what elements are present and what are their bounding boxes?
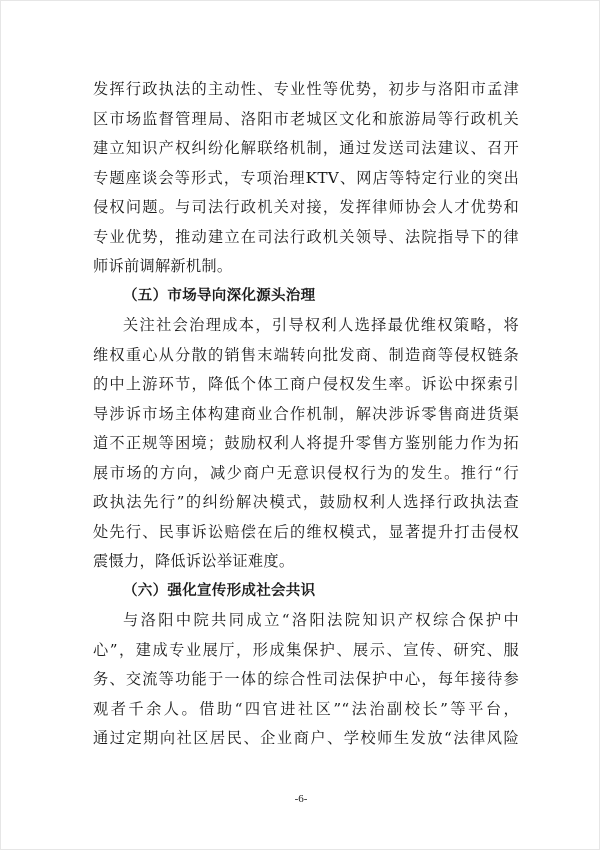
paragraph-first-line: 关注社会治理成本，引导权利人选择最优维权策略，将 xyxy=(123,316,519,334)
paragraph-line: 展市场的方向，减少商户无意识侵权行为的发生。推行“行 xyxy=(93,463,519,482)
paragraph-line: 的中上游环节，降低个体工商户侵权发生率。诉讼中探索引 xyxy=(93,375,519,393)
paragraph-line: 导涉诉市场主体构建商业合作机制，解决涉诉零售商进货渠 xyxy=(93,404,519,423)
page-number: -6- xyxy=(294,793,308,805)
paragraph-line: 务、交流等功能于一体的综合性司法保护中心，每年接待参 xyxy=(93,670,519,688)
paragraph-line: 专业优势，推动建立在司法行政机关领导、法院指导下的律 xyxy=(93,227,519,246)
paragraph-line: 专题座谈会等形式，专项治理KTV、网店等特定行业的突出 xyxy=(93,168,519,187)
paragraph-line: 政执法先行”的纠纷解决模式，鼓励权利人选择行政执法查 xyxy=(93,493,519,511)
paragraph-line: 发挥行政执法的主动性、专业性等优势，初步与洛阳市孟津 xyxy=(93,80,519,98)
paragraph-line: 处先行、民事诉讼赔偿在后的维权模式，显著提升打击侵权 xyxy=(93,522,519,541)
paragraph-line: 侵权问题。与司法行政机关对接，发挥律师协会人才优势和 xyxy=(93,198,519,216)
paragraph-line: 观者千余人。借助“四官进社区”“法治副校长”等平台， xyxy=(93,699,519,718)
paragraph-line: 师诉前调解新机制。 xyxy=(93,257,233,275)
section-heading: （五）市场导向深化源头治理 xyxy=(123,287,316,304)
paragraph-line: 维权重心从分散的销售末端转向批发商、制造商等侵权链条 xyxy=(93,345,519,364)
paragraph-line: 震慑力，降低诉讼举证难度。 xyxy=(93,552,295,570)
paragraph-line: 区市场监督管理局、洛阳市老城区文化和旅游局等行政机关 xyxy=(93,109,519,128)
paragraph-line: 道不正规等困境；鼓励权利人将提升零售方鉴别能力作为拓 xyxy=(93,434,519,452)
paragraph-line: 心”，建成专业展厅，形成集保护、展示、宣传、研究、服 xyxy=(93,640,519,659)
section-heading: （六）强化宣传形成社会共识 xyxy=(123,582,316,599)
paragraph-line: 建立知识产权纠纷化解联络机制，通过发送司法建议、召开 xyxy=(93,139,519,157)
paragraph-first-line: 与洛阳中院共同成立“洛阳法院知识产权综合保护中 xyxy=(123,611,519,629)
paragraph-line: 通过定期向社区居民、企业商户、学校师生发放“法律风险 xyxy=(93,729,519,747)
document-body xyxy=(93,75,519,754)
